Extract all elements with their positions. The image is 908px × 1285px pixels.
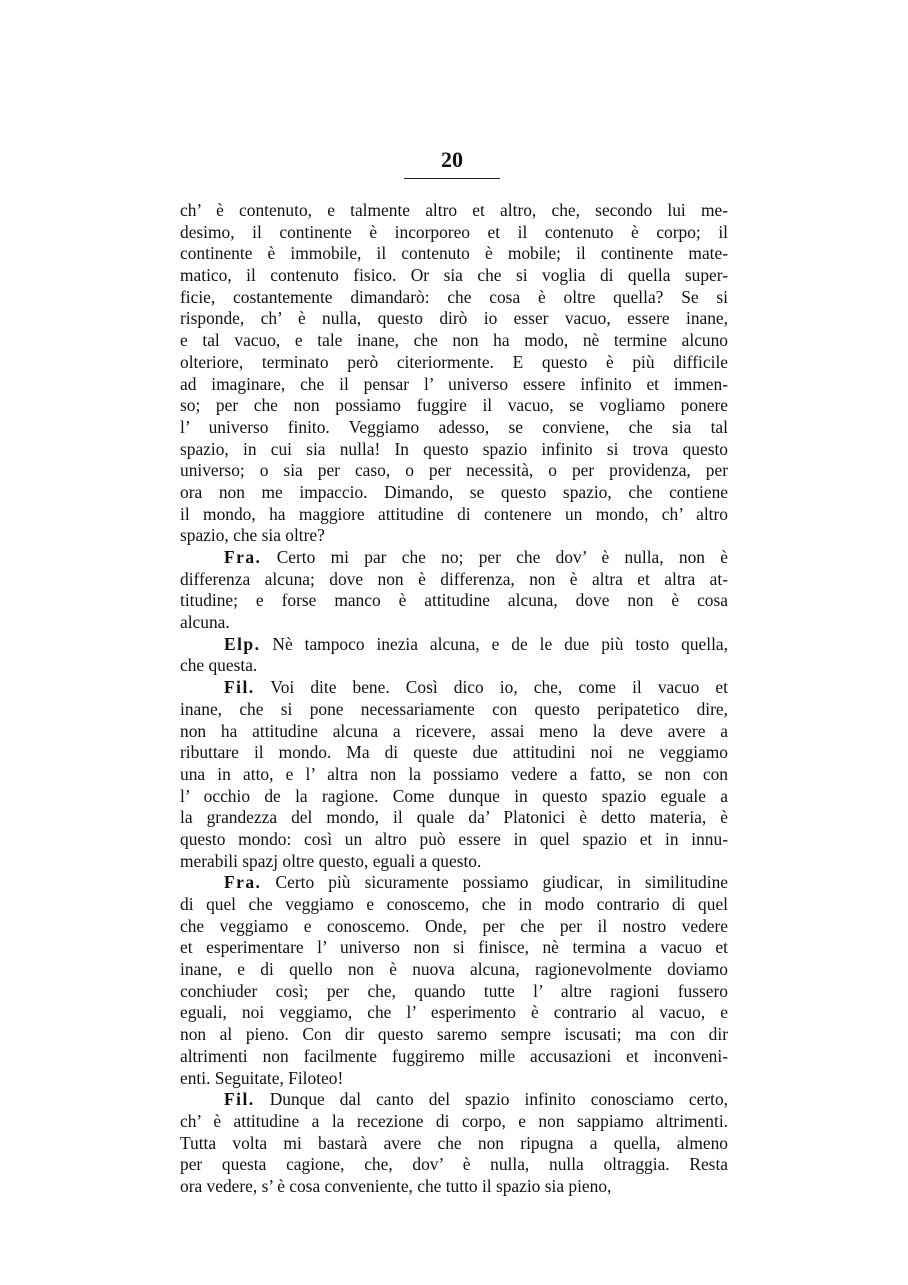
paragraph	[180, 872, 728, 1089]
text-line	[180, 699, 728, 721]
text-line	[180, 1176, 728, 1198]
line-text: ch’ è contenuto, e talmente altro et altro, che, secondo lui me-	[180, 200, 728, 220]
line-text: non ha attitudine alcuna a ricevere, assai meno la deve avere a	[180, 720, 728, 741]
text-line	[180, 1089, 728, 1111]
line-text: Voi dite bene. Così dico io, che, come il vacuo et	[270, 677, 728, 698]
text-line	[180, 243, 728, 265]
text-line	[180, 634, 728, 656]
line-text: spazio, in cui sia nulla! In questo spazio infinito si trova questo	[180, 438, 728, 459]
text-line	[180, 460, 728, 482]
line-text: matico, il contenuto fisico. Or sia che si voglia di quella super-	[180, 265, 728, 286]
line-text: Certo mi par che no; per che dov’ è nulla, non è	[276, 547, 728, 567]
line-text: olteriore, terminato però citeriormente. E questo è più difficile	[180, 351, 728, 372]
line-text: risponde, ch’ è nulla, questo dirò io esser vacuo, essere inane,	[180, 308, 728, 329]
text-line	[180, 1024, 728, 1046]
text-line	[180, 482, 728, 504]
text-line	[180, 1002, 728, 1024]
line-text: non al pieno. Con dir questo saremo sempre iscusati; ma con dir	[180, 1024, 728, 1045]
body-text	[180, 200, 728, 1198]
speaker-name: Fil.	[224, 677, 255, 698]
line-text: ch’ è attitudine a la recezione di corpo, e non sappiamo altrimenti.	[180, 1110, 728, 1131]
text-line	[180, 764, 728, 786]
line-text: so; per che non possiamo fuggire il vacuo, se vogliamo ponere	[180, 395, 728, 416]
line-text: ora vedere, s’ è cosa conveniente, che tutto il spazio sia pieno,	[180, 1175, 612, 1196]
line-text: ficie, costantemente dimandarò: che cosa è oltre quella? Se si	[180, 286, 728, 307]
text-line	[180, 655, 728, 677]
line-text: inane, e di quello non è nuova alcuna, ragionevolmente doviamo	[180, 959, 728, 980]
line-text: differenza alcuna; dove non è differenza, non è altra et altra at-	[180, 568, 728, 589]
speaker-name: Elp.	[224, 633, 261, 654]
line-text: ora non me impaccio. Dimando, se questo spazio, che contiene	[180, 481, 728, 502]
speaker-name: Fil.	[224, 1089, 255, 1110]
paragraph	[180, 547, 728, 634]
line-text: Tutta volta mi bastarà avere che non ripugna a quella, almeno	[180, 1132, 728, 1153]
line-text: conchiuder così; per che, quando tutte l’ altre ragioni fussero	[180, 980, 728, 1001]
text-line	[180, 590, 728, 612]
line-text: e tal vacuo, e tale inane, che non ha modo, nè termine alcuno	[180, 330, 728, 351]
line-text: Nè tampoco inezia alcuna, e de le due più tosto quella,	[272, 633, 728, 654]
line-text: et esperimentare l’ universo non si finisce, nè termina a vacuo et	[180, 937, 728, 958]
line-text: una in atto, e l’ altra non la possiamo vedere a fatto, se non con	[180, 763, 728, 784]
text-line	[180, 1154, 728, 1176]
text-line	[180, 807, 728, 829]
text-line	[180, 395, 728, 417]
text-line	[180, 1046, 728, 1068]
line-text: altrimenti non facilmente fuggiremo mille accusazioni et inconveni-	[180, 1045, 728, 1066]
line-text: eguali, noi veggiamo, che l’ esperimento è contrario al vacuo, e	[180, 1002, 728, 1023]
page-number: 20	[441, 147, 463, 172]
speaker-name: Fra.	[224, 547, 262, 567]
text-line	[180, 1111, 728, 1133]
text-line	[180, 612, 728, 634]
text-line	[180, 677, 728, 699]
line-text: inane, che si pone necessariamente con questo peripatetico dire,	[180, 698, 728, 719]
line-text: merabili spazj oltre questo, eguali a questo.	[180, 850, 482, 871]
text-line	[180, 287, 728, 309]
header-rule	[404, 178, 500, 179]
line-text: l’ occhio de la ragione. Come dunque in questo spazio eguale a	[180, 785, 728, 806]
text-line	[180, 786, 728, 808]
text-line	[180, 200, 728, 222]
line-text: ributtare il mondo. Ma di queste due attitudini noi ne veggiamo	[180, 742, 728, 763]
line-text: enti. Seguitate, Filoteo!	[180, 1067, 344, 1088]
text-line	[180, 916, 728, 938]
line-text: questo mondo: così un altro può essere in quel spazio et in innu-	[180, 828, 728, 849]
text-line	[180, 439, 728, 461]
speaker-name: Fra.	[224, 872, 262, 893]
text-line	[180, 417, 728, 439]
paragraph	[180, 634, 728, 677]
line-text: ad imaginare, che il pensar l’ universo essere infinito et immen-	[180, 373, 728, 394]
line-text: che veggiamo e conoscemo. Onde, per che per il nostro vedere	[180, 915, 728, 936]
line-text: titudine; e forse manco è attitudine alcuna, dove non è cosa	[180, 590, 728, 611]
text-line	[180, 742, 728, 764]
text-line	[180, 872, 728, 894]
text-line	[180, 547, 728, 569]
text-line	[180, 894, 728, 916]
text-line	[180, 504, 728, 526]
paragraph	[180, 1089, 728, 1197]
line-text: alcuna.	[180, 612, 230, 633]
text-line	[180, 374, 728, 396]
text-line	[180, 525, 728, 547]
line-text: universo; o sia per caso, o per necessità, o per providenza, per	[180, 460, 728, 481]
paragraph	[180, 200, 728, 547]
text-line	[180, 959, 728, 981]
line-text: Certo più sicuramente possiamo giudicar, in similitudine	[275, 872, 729, 893]
text-line	[180, 308, 728, 330]
text-line	[180, 222, 728, 244]
text-line	[180, 1133, 728, 1155]
text-line	[180, 851, 728, 873]
text-line	[180, 981, 728, 1003]
text-line	[180, 1068, 728, 1090]
line-text: desimo, il continente è incorporeo et il contenuto è corpo; il	[180, 221, 728, 242]
line-text: la grandezza del mondo, il quale da’ Platonici è detto materia, è	[180, 807, 728, 828]
line-text: spazio, che sia oltre?	[180, 525, 325, 546]
text-line	[180, 265, 728, 287]
line-text: il mondo, ha maggiore attitudine di contenere un mondo, ch’ altro	[180, 503, 728, 524]
line-text: che questa.	[180, 655, 258, 676]
line-text: per questa cagione, che, dov’ è nulla, nulla oltraggia. Resta	[180, 1154, 728, 1175]
text-line	[180, 330, 728, 352]
text-line	[180, 352, 728, 374]
line-text: di quel che veggiamo e conoscemo, che in modo contrario di quel	[180, 894, 728, 914]
text-line	[180, 937, 728, 959]
paragraph	[180, 677, 728, 872]
line-text: l’ universo finito. Veggiamo adesso, se conviene, che sia tal	[180, 416, 728, 437]
line-text: continente è immobile, il contenuto è mobile; il continente mate-	[180, 243, 728, 264]
text-line	[180, 829, 728, 851]
text-line	[180, 721, 728, 743]
text-line	[180, 569, 728, 591]
line-text: Dunque dal canto del spazio infinito conosciamo certo,	[269, 1089, 728, 1110]
